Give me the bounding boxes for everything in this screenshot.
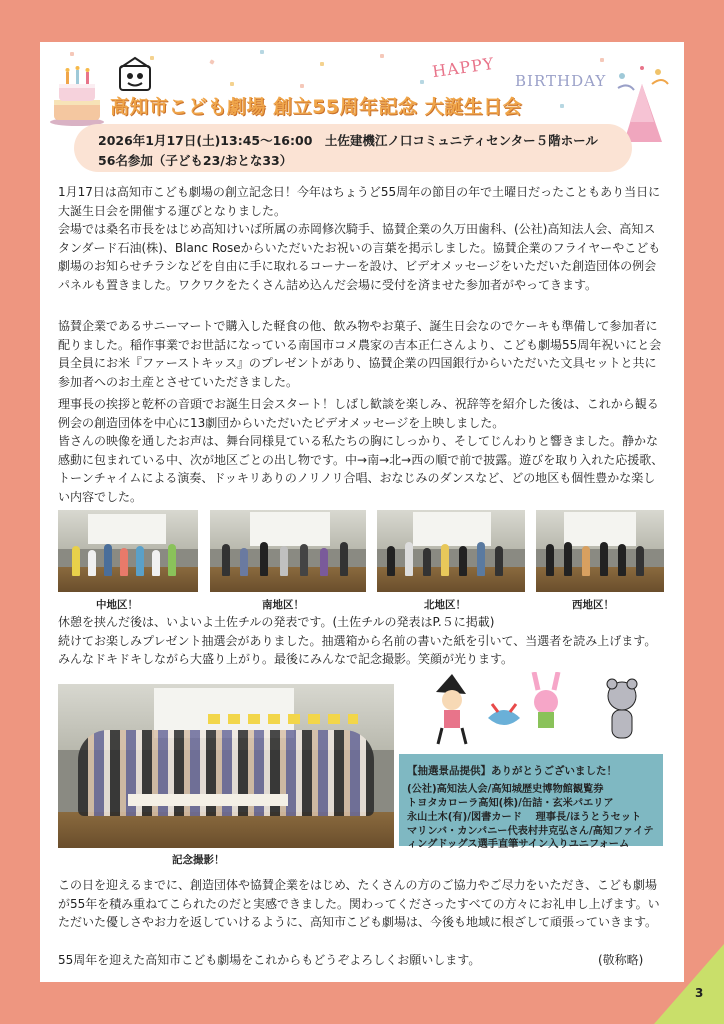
prize-line: 永山土木(有)/図書カード 理事長/ほうとうセット [407, 812, 642, 823]
page-number: 3 [695, 986, 704, 1000]
paragraph-gifts: 協賛企業であるサニーマートで購入した軽食の他、飲み物やお菓子、誕生日会なのでケーキも準備して参加者に配りました。稲作事業でお世話になっている南国市コメ農家の吉本正仁さんより、こども劇場55周年祝いにと会員全員にお米『ファーストキッス』のプレゼントがあり、協賛企業の四国銀行からいただいた文具セットと共に参加者へのお土産とさせていただきました。 [58, 319, 662, 389]
caption-kita: 北地区！ [424, 599, 466, 611]
photo-kita-district [377, 510, 525, 592]
event-date-venue: 2026年1月17日(土)13:45～16:00 土佐建機江ノ口コミュニティセンター５階ホール [98, 133, 598, 148]
caption-group: 記念撮影！ [172, 854, 225, 866]
cake-icon [48, 64, 106, 126]
photo-naka-district [58, 510, 198, 592]
corner-decoration [654, 944, 724, 1024]
paragraph-intro: 1月17日は高知市こども劇場の創立記念日！今年はちょうど55周年の節目の年で土曜日だったこともあり当日に大誕生日会を開催する運びとなりました。 会場では桑名市長をはじめ高知けいば所属の赤岡修次騎手、協賛企業の久万田歯科、(公社)高知法人会、高知スタンダード石油(株)、Blanc Roseからいただいたお祝いの言葉を掲示しました。協賛企業のフライヤーやこども劇場のお知らせチラシなどを自由に手に取れるコーナーを設け、ビデオメッセージをいただいた創造団体の例会パネルも置きました。ワクワクをたくさん詰め込んだ会場に受付を済ませた参加者がやってきます。 [58, 185, 661, 292]
event-attendance: 56名参加（子ども23/おとな33） [98, 153, 293, 168]
photo-nishi-district [536, 510, 664, 592]
prize-line: トヨタカローラ高知(株)/缶詰・玄米パエリア [407, 798, 614, 809]
prize-line: ィングドッグス選手直筆サイン入りユニフォーム [407, 839, 630, 850]
prize-line: マリンバ・カンパニー代表村井克弘さん/高知ファイテ [407, 826, 654, 837]
prize-sponsors-title: 【抽選景品提供】ありがとうございました！ [407, 765, 617, 777]
happy-text: HAPPY [430, 53, 496, 82]
caption-nishi: 西地区！ [572, 599, 614, 611]
paragraph-program: 理事長の挨拶と乾杯の音頭でお誕生日会スタート！しばし歓談を楽しみ、祝辞等を紹介した後は、これから観る例会の創造団体を中心に13劇団からいただいたビデオメッセージを上映しました。 皆さんの映像を通したお声は、舞台同様見ている私たちの胸にしっかり、そしてじんわりと響きました。静かな感動に包まれている中、次が地区ごとの出し物です。中→南→北→西の順で前で披露。遊びを取り入れた応援歌、トーンチャイムによる演奏、ドッキリありのノリノリ合唱、おなじみのダンスなど、どの地区も個性豊かな楽しい内容でした。 [58, 397, 664, 504]
photo-minami-district [210, 510, 366, 592]
paragraph-closing: 55周年を迎えた高知市こども劇場をこれからもどうぞよろしくお願いします。 [58, 953, 481, 967]
honorifics-note: (敬称略) [598, 953, 644, 967]
page-title: 高知市こども劇場 創立55周年記念 大誕生日会 [110, 96, 523, 118]
prize-line: (公社)高知法人会/高知城歴史博物館観覧券 [407, 784, 604, 795]
paragraph-lottery: 休憩を挟んだ後は、いよいよ土佐チルの発表です。(土佐チルの発表はP.５に掲載) 続けてお楽しみプレゼント抽選会がありました。抽選箱から名前の書いた紙を引いて、当選者を読み上げます。みんなドキドキしながら大盛り上がり。最後にみんなで記念撮影。笑顔が光ります。 [58, 615, 657, 667]
theater-logo-icon [118, 56, 152, 92]
caption-naka: 中地区！ [96, 599, 138, 611]
photo-group [58, 684, 394, 848]
mascot-characters-illustration [422, 672, 654, 752]
paragraph-thanks: この日を迎えるまでに、創造団体や協賛企業をはじめ、たくさんの方のご協力やご尽力をいただき、こども劇場が55年を積み重ねてこられたのだと実感できました。関わってくださったすべての方々にお礼申し上げます。いただいた優しさやお力を返していけるように、高知市こども劇場は、今後も地域に根ざして頑張っていきます。 [58, 878, 660, 930]
caption-minami: 南地区！ [262, 599, 304, 611]
birthday-text: BIRTHDAY [515, 72, 607, 90]
